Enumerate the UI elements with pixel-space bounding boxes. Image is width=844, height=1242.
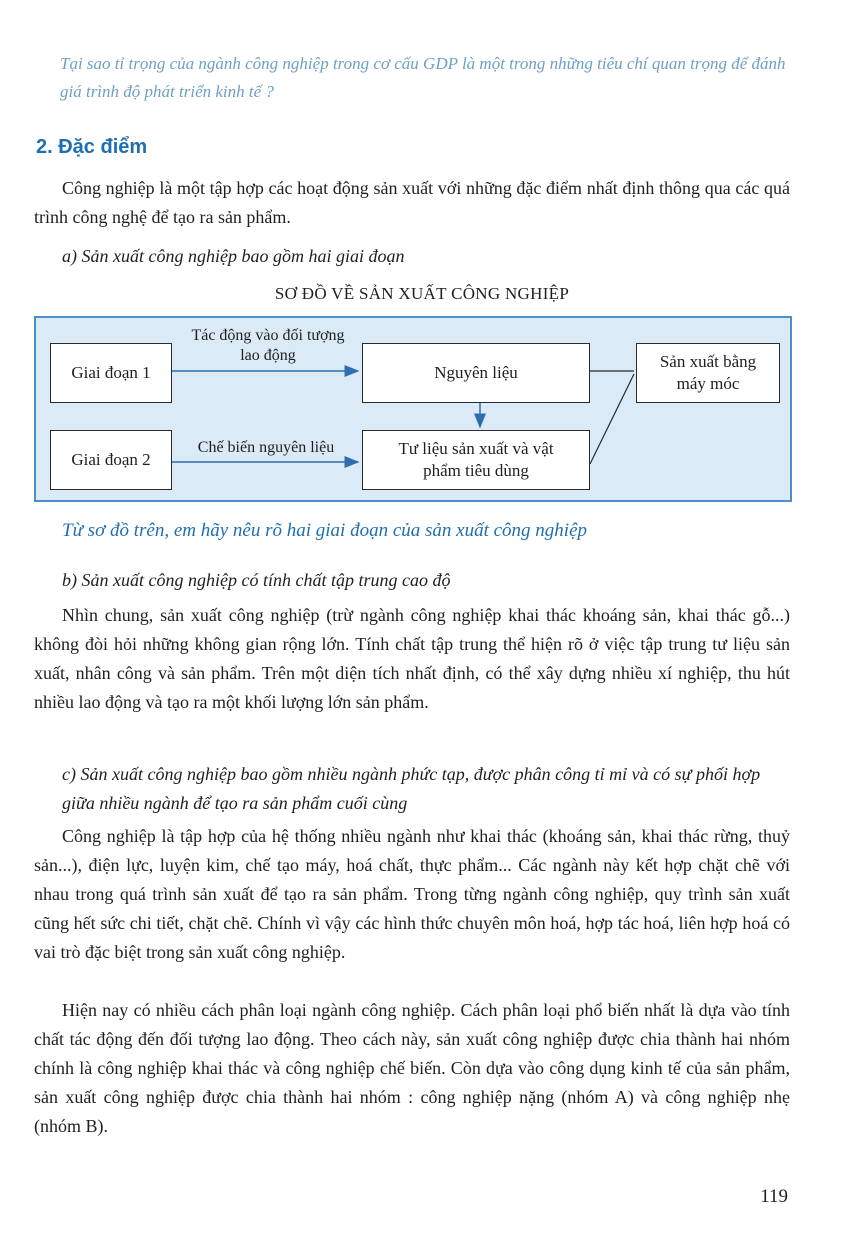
review-question: Tại sao tỉ trọng của ngành công nghiệp trong cơ cấu GDP là một trong những tiêu chí quan trọng để đánh giá trình độ phát triển kinh tế ? xyxy=(60,54,786,101)
paragraph-c1: Công nghiệp là tập hợp của hệ thống nhiều ngành như khai thác (khoáng sản, khai thác rừng, thuỷ sản...), điện lực, luyện kim, chế tạo máy, hoá chất, thực phẩm... Các ngành này kết hợp chặt chẽ với nhau trong quá trình sản xuất để tạo ra sản phẩm. Trong từng ngành công nghiệp, quy trình sản xuất cũng hết sức chi tiết, chặt chẽ. Chính vì vậy các hình thức chuyên môn hoá, hợp tác hoá, liên hợp hoá có vai trò đặc biệt trong sản xuất công nghiệp. xyxy=(34,826,790,962)
paragraph-b: Nhìn chung, sản xuất công nghiệp (trừ ngành công nghiệp khai thác khoáng sản, khai thác gỗ...) không đòi hỏi những không gian rộng lớn. Tính chất tập trung thể hiện rõ ở việc tập trung tư liệu sản xuất, nhân công và sản phẩm. Trên một diện tích nhất định, có thể xây dựng nhiều xí nghiệp, thu hút nhiều lao động và tạo ra một khối lượng lớn sản phẩm. xyxy=(34,605,790,712)
subheading-c: c) Sản xuất công nghiệp bao gồm nhiều ngành phức tạp, được phân công tỉ mỉ và có sự phối hợp giữa nhiều ngành để tạo ra sản phẩm cuối cùng xyxy=(62,764,761,813)
machine-box: Sản xuất bằng máy móc xyxy=(636,343,780,403)
page-number: 119 xyxy=(760,1186,788,1207)
subheading-b: b) Sản xuất công nghiệp có tính chất tập trung cao độ xyxy=(62,570,451,590)
stage1-box: Giai đoạn 1 xyxy=(50,343,172,403)
diagram-task: Từ sơ đồ trên, em hãy nêu rõ hai giai đoạn của sản xuất công nghiệp xyxy=(62,520,588,541)
products-box: Tư liệu sản xuất và vật phẩm tiêu dùng xyxy=(362,430,590,490)
industry-diagram xyxy=(34,316,792,502)
arrow1-label: Tác động vào đối tượng lao động xyxy=(191,327,345,364)
subheading-a: a) Sản xuất công nghiệp bao gồm hai giai đoạn xyxy=(62,246,405,266)
stage2-box: Giai đoạn 2 xyxy=(50,430,172,490)
paragraph-c2: Hiện nay có nhiều cách phân loại ngành công nghiệp. Cách phân loại phổ biến nhất là dựa vào tính chất tác động đến đối tượng lao động. Theo cách này, sản xuất công nghiệp được chia thành hai nhóm chính là công nghiệp khai thác và công nghiệp chế biến. Còn dựa vào công dụng kinh tế của sản phẩm, sản xuất công nghiệp được chia thành hai nhóm : công nghiệp nặng (nhóm A) và công nghiệp nhẹ (nhóm B). xyxy=(34,1000,790,1136)
connector-diagonal xyxy=(590,374,634,464)
intro-paragraph: Công nghiệp là một tập hợp các hoạt động sản xuất với những đặc điểm nhất định thông qua các quá trình công nghệ để tạo ra sản phẩm. xyxy=(34,178,790,227)
section-heading: 2. Đặc điểm xyxy=(36,136,148,158)
diagram-title: SƠ ĐỒ VỀ SẢN XUẤT CÔNG NGHIỆP xyxy=(274,284,570,303)
arrow2-label: Chế biến nguyên liệu xyxy=(197,439,335,456)
raw-material-box: Nguyên liệu xyxy=(362,343,590,403)
